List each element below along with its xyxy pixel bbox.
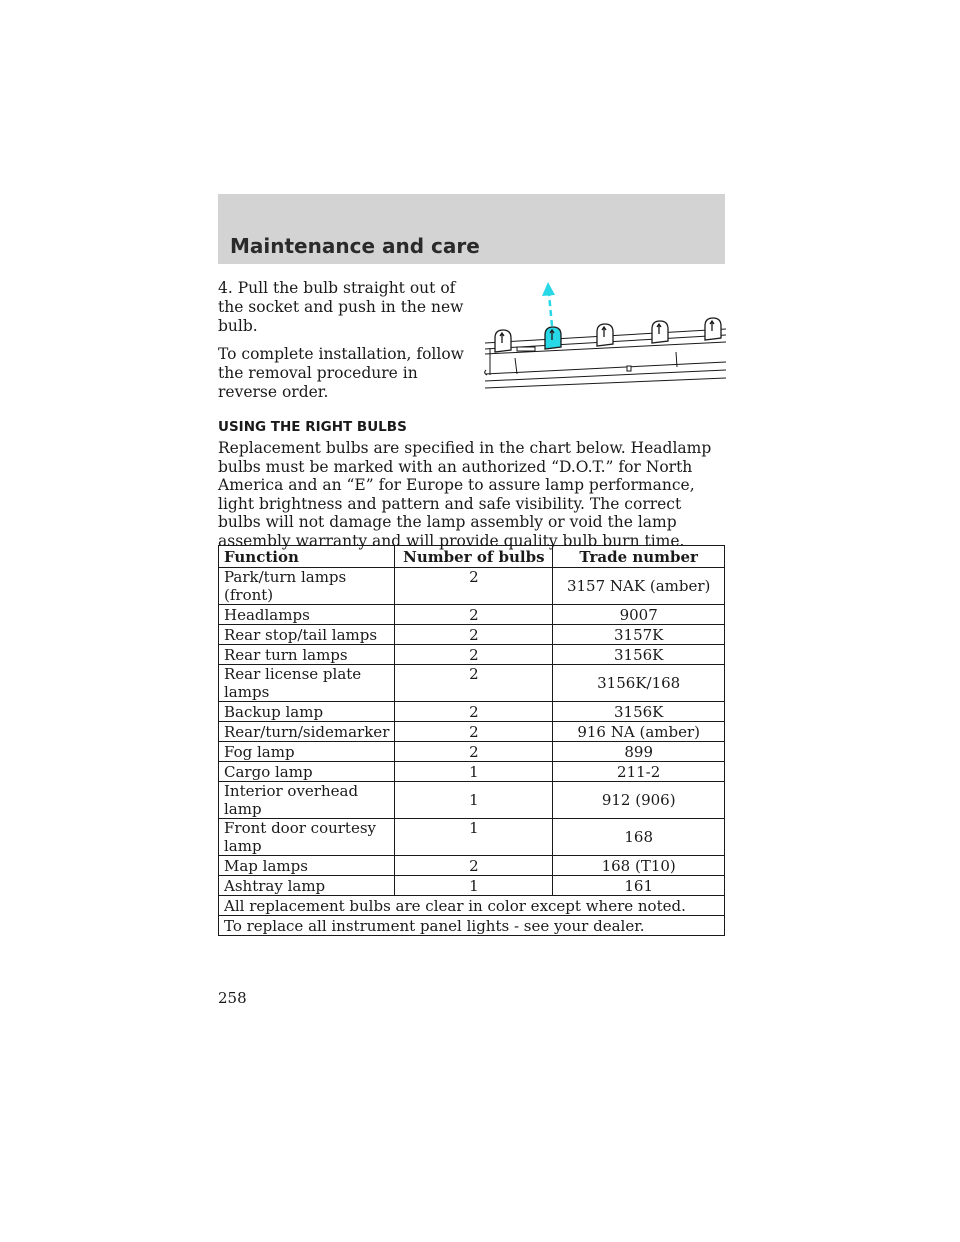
trade-number-cell: 211-2 <box>553 762 725 782</box>
function-cell: Rear stop/tail lamps <box>219 625 395 645</box>
bulb-count-cell: 2 <box>395 742 553 762</box>
bulb-removal-illustration <box>480 280 728 395</box>
function-cell: Backup lamp <box>219 702 395 722</box>
function-cell: Rear license plate lamps <box>219 665 395 702</box>
function-cell: Rear/turn/sidemarker <box>219 722 395 742</box>
trade-number-cell: 3157 NAK (amber) <box>553 568 725 605</box>
bulb-count-cell: 2 <box>395 625 553 645</box>
table-row <box>219 605 725 625</box>
function-cell: Cargo lamp <box>219 762 395 782</box>
bulb-count-cell: 2 <box>395 665 553 702</box>
trade-number-cell: 916 NA (amber) <box>553 722 725 742</box>
step-text: 4. Pull the bulb straight out of the socket and push in the new bulb. <box>218 279 464 335</box>
column-header-function: Function <box>219 546 395 568</box>
section-header-band <box>218 194 725 264</box>
dealer-note: To replace all instrument panel lights - see your dealer. <box>219 916 725 936</box>
completion-text: To complete installation, follow the removal procedure in reverse order. <box>218 345 464 401</box>
bulb-count-cell: 2 <box>395 702 553 722</box>
bulb-count-cell: 1 <box>395 762 553 782</box>
function-cell: Map lamps <box>219 856 395 876</box>
table-row <box>219 665 725 702</box>
page-number: 258 <box>218 989 247 1007</box>
bulb-count-cell: 2 <box>395 856 553 876</box>
table-row <box>219 625 725 645</box>
trade-number-cell: 168 <box>553 819 725 856</box>
section-title: Maintenance and care <box>230 234 480 258</box>
bulb-count-cell: 2 <box>395 645 553 665</box>
trade-number-cell: 912 (906) <box>553 782 725 819</box>
table-row <box>219 856 725 876</box>
function-cell: Park/turn lamps (front) <box>219 568 395 605</box>
table-row <box>219 742 725 762</box>
table-row <box>219 645 725 665</box>
trade-number-cell: 3157K <box>553 625 725 645</box>
table-row <box>219 568 725 605</box>
table-note-row <box>219 896 725 916</box>
column-header-trade: Trade number <box>553 546 725 568</box>
bulb-specification-table <box>218 545 725 936</box>
table-row <box>219 722 725 742</box>
function-cell: Rear turn lamps <box>219 645 395 665</box>
color-note: All replacement bulbs are clear in color except where noted. <box>219 896 725 916</box>
intro-text <box>218 279 480 411</box>
table-row <box>219 702 725 722</box>
table-row <box>219 876 725 896</box>
bulb-count-cell: 1 <box>395 782 553 819</box>
function-cell: Ashtray lamp <box>219 876 395 896</box>
table-header-row <box>219 546 725 568</box>
bulb-count-cell: 2 <box>395 605 553 625</box>
section-heading: USING THE RIGHT BULBS <box>218 419 407 435</box>
trade-number-cell: 3156K <box>553 645 725 665</box>
bulb-count-cell: 1 <box>395 876 553 896</box>
table-row <box>219 782 725 819</box>
trade-number-cell: 3156K/168 <box>553 665 725 702</box>
table-row <box>219 819 725 856</box>
function-cell: Headlamps <box>219 605 395 625</box>
bulb-count-cell: 2 <box>395 568 553 605</box>
pull-direction-arrow <box>549 294 552 326</box>
function-cell: Fog lamp <box>219 742 395 762</box>
column-header-number: Number of bulbs <box>395 546 553 568</box>
table-row <box>219 762 725 782</box>
bulb-count-cell: 1 <box>395 819 553 856</box>
function-cell: Interior overhead lamp <box>219 782 395 819</box>
trade-number-cell: 161 <box>553 876 725 896</box>
bulb-count-cell: 2 <box>395 722 553 742</box>
body-paragraph: Replacement bulbs are specified in the chart below. Headlamp bulbs must be marked with an authorized “D.O.T.” for North America and an “E” for Europe to assure lamp performance, light brightness and pattern and safe visibility. The correct bulbs will not damage the lamp assembly or void the lamp assembly warranty and will provide quality bulb burn time. <box>218 439 712 550</box>
arrow-head-icon <box>542 282 555 296</box>
trade-number-cell: 168 (T10) <box>553 856 725 876</box>
trade-number-cell: 3156K <box>553 702 725 722</box>
trade-number-cell: 9007 <box>553 605 725 625</box>
function-cell: Front door courtesy lamp <box>219 819 395 856</box>
table-note-row <box>219 916 725 936</box>
trade-number-cell: 899 <box>553 742 725 762</box>
